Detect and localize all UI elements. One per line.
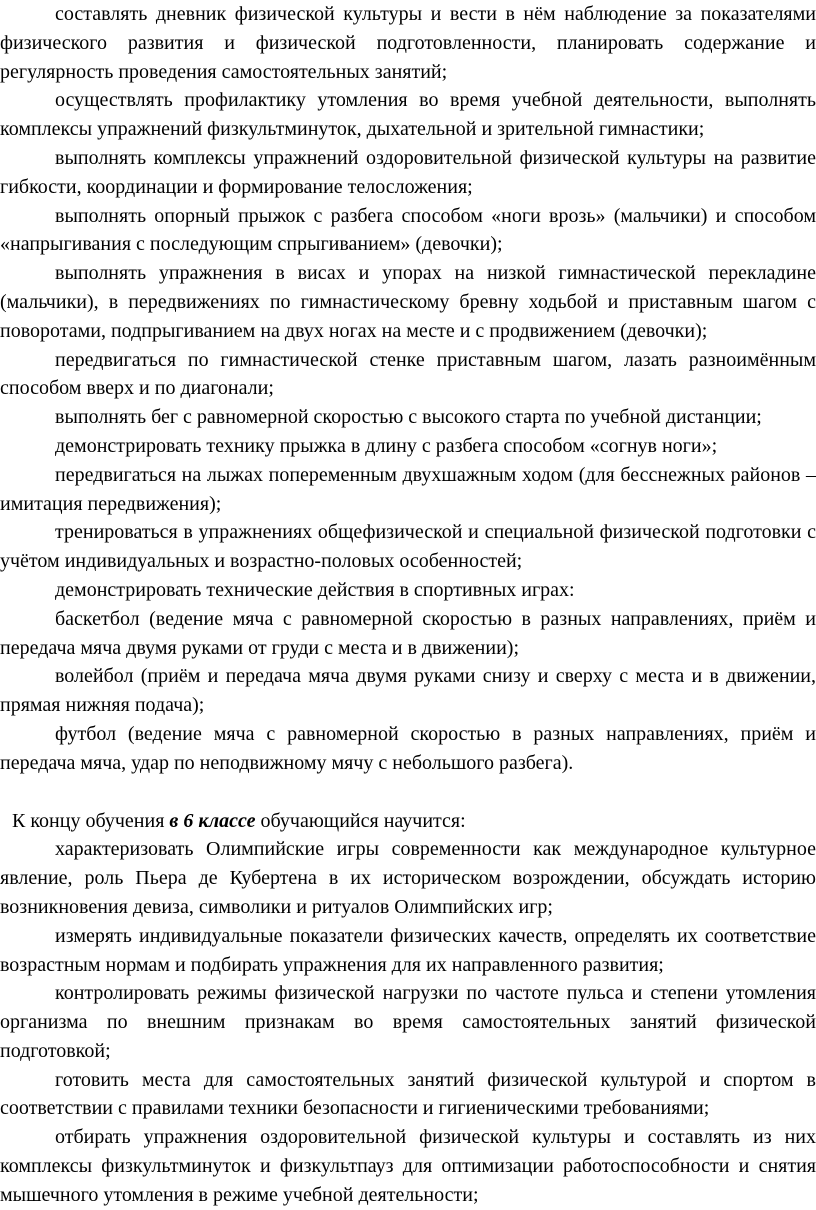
skill-item: демонстрировать технику прыжка в длину с разбега способом «согнув ноги»; [55, 434, 718, 457]
skill-item: готовить места для самостоятельных занятий физической культурой и спортом в соответствии с правилами техники безопасности и гигиеническими требованиями; [0, 1068, 816, 1120]
skill-item: волейбол (приём и передача мяча двумя руками снизу и сверху с места и в движении, прямая нижняя подача); [0, 665, 816, 717]
skill-item: выполнять опорный прыжок с разбега способом «ноги врозь» (мальчики) и способом «напрыгивания с последующим спрыгиванием» (девочки); [0, 204, 816, 256]
skill-item: баскетбол (ведение мяча с равномерной скоростью в разных направлениях, приём и передача мяча двумя руками от груди с места и в движении); [0, 607, 816, 659]
skill-item: футбол (ведение мяча с равномерной скоростью в разных направлениях, приём и передача мяча, удар по неподвижному мячу с небольшого разбега). [0, 722, 816, 774]
blank-line [0, 778, 816, 807]
skill-item: тренироваться в упражнениях общефизической и специальной физической подготовки с учётом индивидуальных и возрастно-половых особенностей; [0, 521, 816, 573]
skill-item: демонстрировать технические действия в спортивных играх: [55, 578, 575, 601]
intro-after: обучающийся научится: [255, 809, 466, 832]
section-6th-grade-skills [0, 807, 816, 1210]
skill-item: составлять дневник физической культуры и вести в нём наблюдение за показателями физического развития и физической подготовленности, планировать содержание и регулярность проведения самостоятельных занятий; [0, 3, 816, 83]
skill-item: осуществлять профилактику утомления во время учебной деятельности, выполнять комплексы упражнений физкультминуток, дыхательной и зрительной гимнастики; [0, 89, 816, 141]
skill-item: выполнять комплексы упражнений оздоровительной физической культуры на развитие гибкости, координации и формирование телосложения; [0, 146, 816, 198]
grade-emphasis: в 6 классе [169, 809, 256, 832]
skill-item: передвигаться на лыжах попеременным двухшажным ходом (для бесснежных районов – имитация передвижения); [0, 463, 816, 515]
skill-item: контролировать режимы физической нагрузки по частоте пульса и степени утомления организма по внешним признакам во время самостоятельных занятий физической подготовкой; [0, 982, 816, 1062]
skill-item: передвигаться по гимнастической стенке приставным шагом, лазать разноимённым способом вверх и по диагонали; [0, 348, 816, 400]
intro-before: К концу обучения [12, 809, 170, 832]
skill-item: выполнять упражнения в висах и упорах на низкой гимнастической перекладине (мальчики), в передвижениях по гимнастическому бревну ходьбой и приставным шагом с поворотами, подпрыгиванием на двух ногах на месте и с продвижением (девочки); [0, 262, 816, 342]
skill-item: отбирать упражнения оздоровительной физической культуры и составлять из них комплексы физкультминуток и физкультпауз для оптимизации работоспособности и снятия мышечного утомления в режиме учебной деятельности; [0, 1126, 816, 1206]
skill-item: характеризовать Олимпийские игры современности как международное культурное явление, роль Пьера де Кубертена в их историческом возрождении, обсуждать историю возникновения девиза, символики и ритуалов Олимпийских игр; [0, 838, 816, 918]
skill-item: выполнять бег с равномерной скоростью с высокого старта по учебной дистанции; [55, 406, 762, 429]
section-intro [0, 807, 816, 836]
skill-item: измерять индивидуальные показатели физических качеств, определять их соответствие возрастным нормам и подбирать упражнения для их направленного развития; [0, 924, 816, 976]
